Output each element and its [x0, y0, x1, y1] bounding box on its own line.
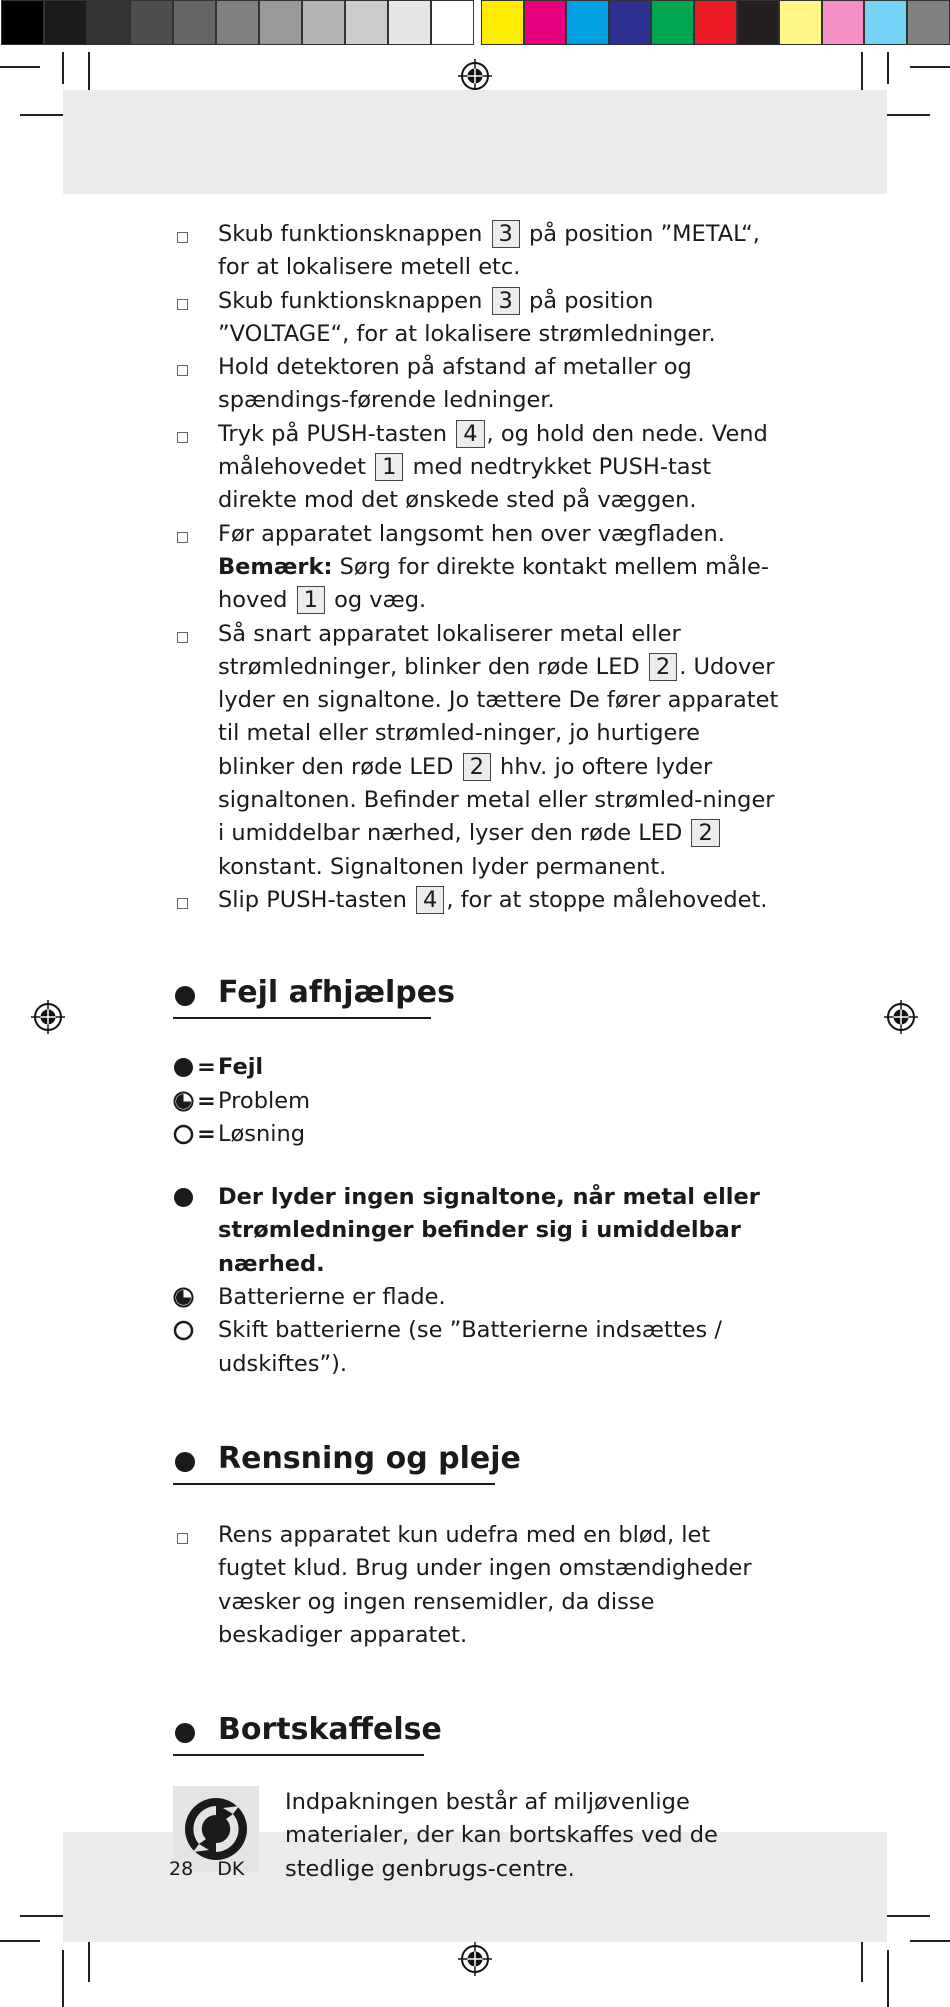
page-number: 28	[169, 1858, 194, 1880]
instruction-text: på position ”VOLTAGE“, for at lokalisere strømledninger.	[218, 287, 716, 347]
instruction-text: Tryk på PUSH-tasten	[218, 420, 455, 447]
color-swatch	[216, 0, 259, 45]
color-swatch	[345, 0, 388, 45]
section-title: Bortskaffelse	[218, 1712, 442, 1748]
legend-label: Problem	[218, 1087, 310, 1114]
part-reference-number: 1	[375, 453, 403, 481]
color-swatch	[907, 0, 950, 45]
solution-text: Skift batterierne (se ”Batterierne indsættes / udskiftes”).	[218, 1317, 722, 1377]
solution-description	[173, 1314, 783, 1381]
instruction-item	[173, 518, 783, 618]
color-swatch	[566, 0, 609, 45]
legend-fault	[173, 1051, 783, 1084]
instruction-text: på position ”METAL“, for at lokalisere metell etc.	[218, 221, 760, 281]
section-bullet-icon	[175, 1723, 195, 1743]
instruction-text: . Udover lyder en signaltone. Jo tættere De fører apparatet til metal eller strømled-ninger, jo hurtigere blinker den røde LED	[218, 653, 779, 780]
registration-mark-icon	[884, 1000, 918, 1034]
color-swatch	[87, 0, 130, 45]
square-bullet-icon	[177, 1533, 188, 1544]
legend-label: Løsning	[218, 1120, 306, 1147]
equals-sign: =	[197, 1120, 216, 1147]
instruction-text: Sørg for direkte kontakt mellem måle-hoved	[218, 553, 770, 614]
problem-description	[173, 1281, 783, 1314]
legend-label: Fejl	[218, 1054, 264, 1081]
color-swatch	[609, 0, 652, 45]
section-title: Fejl afhjælpes	[218, 975, 455, 1011]
square-bullet-icon	[177, 365, 188, 376]
color-swatch	[1, 0, 44, 45]
part-reference-number: 4	[416, 886, 444, 914]
part-reference-number: 2	[691, 819, 719, 847]
color-swatch	[737, 0, 780, 45]
color-swatch	[779, 0, 822, 45]
color-swatch	[822, 0, 865, 45]
color-swatch	[302, 0, 345, 45]
color-swatch	[481, 0, 524, 45]
instruction-text: , for at stoppe målehovedet.	[446, 886, 768, 913]
language-code: DK	[217, 1858, 245, 1880]
color-swatch	[388, 0, 431, 45]
crop-mark	[0, 66, 40, 68]
crop-mark	[910, 1940, 950, 1942]
crop-mark	[20, 114, 64, 116]
section-heading-disposal	[173, 1710, 783, 1750]
color-swatch	[44, 0, 87, 45]
square-bullet-icon	[177, 432, 188, 443]
registration-mark-icon	[458, 1942, 492, 1976]
page-content	[173, 218, 783, 1886]
disposal-text: Indpakningen består af miljøvenlige materialer, der kan bortskaffes ved de stedlige genbrugs-centre.	[285, 1789, 718, 1882]
crop-mark	[20, 1915, 64, 1917]
section-heading-cleaning	[173, 1439, 783, 1479]
crop-mark	[0, 1940, 40, 1942]
square-bullet-icon	[177, 898, 188, 909]
section-title: Rensning og pleje	[218, 1440, 521, 1476]
section-underline	[173, 1017, 431, 1019]
instruction-text: hhv. jo oftere lyder signaltonen. Befinder metal eller strømled-ninger i umiddelbar nærhed, lyser den røde LED	[218, 753, 775, 847]
color-swatch	[651, 0, 694, 45]
instruction-item	[173, 285, 783, 352]
crop-mark	[887, 52, 889, 84]
crop-mark	[62, 1950, 64, 2007]
part-reference-number: 1	[297, 586, 325, 614]
color-swatch	[130, 0, 173, 45]
square-bullet-icon	[177, 299, 188, 310]
instruction-text: med nedtrykket PUSH-tast direkte mod det ønskede sted på væggen.	[218, 454, 712, 514]
equals-sign: =	[197, 1087, 216, 1114]
instruction-text: Før apparatet langsomt hen over vægfladen.	[218, 520, 725, 547]
open-circle-icon	[173, 1320, 194, 1341]
part-reference-number: 2	[463, 753, 491, 781]
color-swatch	[259, 0, 302, 45]
instruction-text: Hold detektoren på afstand af metaller og spændings-førende ledninger.	[218, 354, 692, 414]
crop-mark	[88, 1937, 90, 1982]
header-band	[63, 90, 887, 194]
instruction-text: og væg.	[326, 587, 427, 614]
legend-problem	[173, 1085, 783, 1118]
crop-mark	[910, 66, 950, 68]
instruction-text: Skub funktionsknappen	[218, 287, 490, 314]
crop-mark	[886, 1915, 930, 1917]
page-footer	[169, 1858, 262, 1880]
instruction-list	[173, 218, 783, 917]
section-underline	[173, 1754, 424, 1756]
part-reference-number: 4	[456, 420, 484, 448]
legend-solution	[173, 1118, 783, 1151]
half-circle-icon	[173, 1091, 194, 1112]
part-reference-number: 2	[649, 653, 677, 681]
color-swatch	[173, 0, 216, 45]
color-swatch	[524, 0, 567, 45]
instruction-text: , og hold den nede. Vend målehovedet	[218, 420, 768, 481]
half-circle-icon	[173, 1287, 194, 1308]
part-reference-number: 3	[492, 287, 520, 315]
square-bullet-icon	[177, 632, 188, 643]
fault-description	[173, 1181, 783, 1281]
instruction-item	[173, 418, 783, 518]
part-reference-number: 3	[492, 220, 520, 248]
color-swatch	[694, 0, 737, 45]
square-bullet-icon	[177, 232, 188, 243]
equals-sign: =	[197, 1054, 216, 1081]
instruction-text: Slip PUSH-tasten	[218, 886, 414, 913]
crop-mark	[861, 1937, 863, 1982]
symbol-legend	[173, 1051, 783, 1151]
crop-mark	[887, 1950, 889, 2007]
section-heading-troubleshooting	[173, 973, 783, 1013]
square-bullet-icon	[177, 532, 188, 543]
instruction-item	[173, 618, 783, 884]
disposal-info	[173, 1786, 783, 1886]
fault-text: Der lyder ingen signaltone, når metal eller strømledninger befinder sig i umiddelbar nærhed.	[218, 1184, 760, 1277]
fault-entry	[173, 1181, 783, 1381]
instruction-item	[173, 351, 783, 418]
print-color-bar	[0, 0, 950, 45]
color-swatch	[864, 0, 907, 45]
color-swatch	[431, 0, 474, 45]
open-circle-icon	[173, 1124, 194, 1145]
registration-mark-icon	[31, 1000, 65, 1034]
section-underline	[173, 1483, 495, 1485]
crop-mark	[62, 52, 64, 84]
section-bullet-icon	[175, 1452, 195, 1472]
instruction-text: Så snart apparatet lokaliserer metal eller strømledninger, blinker den røde LED	[218, 620, 681, 680]
cleaning-instruction	[173, 1519, 783, 1652]
crop-mark	[886, 114, 930, 116]
problem-text: Batterierne er flade.	[218, 1284, 446, 1311]
registration-mark-icon	[458, 59, 492, 93]
filled-circle-icon	[173, 1057, 194, 1078]
instruction-text: Skub funktionsknappen	[218, 221, 490, 247]
instruction-text: konstant. Signaltonen lyder permanent.	[218, 853, 667, 880]
section-bullet-icon	[175, 986, 195, 1006]
note-label: Bemærk:	[218, 553, 333, 580]
cleaning-text: Rens apparatet kun udefra med en blød, let fugtet klud. Brug under ingen omstændigheder væsker og ingen rensemidler, da disse beskadiger apparatet.	[218, 1521, 752, 1648]
instruction-item	[173, 218, 783, 285]
filled-circle-icon	[173, 1187, 194, 1208]
instruction-item	[173, 884, 783, 917]
